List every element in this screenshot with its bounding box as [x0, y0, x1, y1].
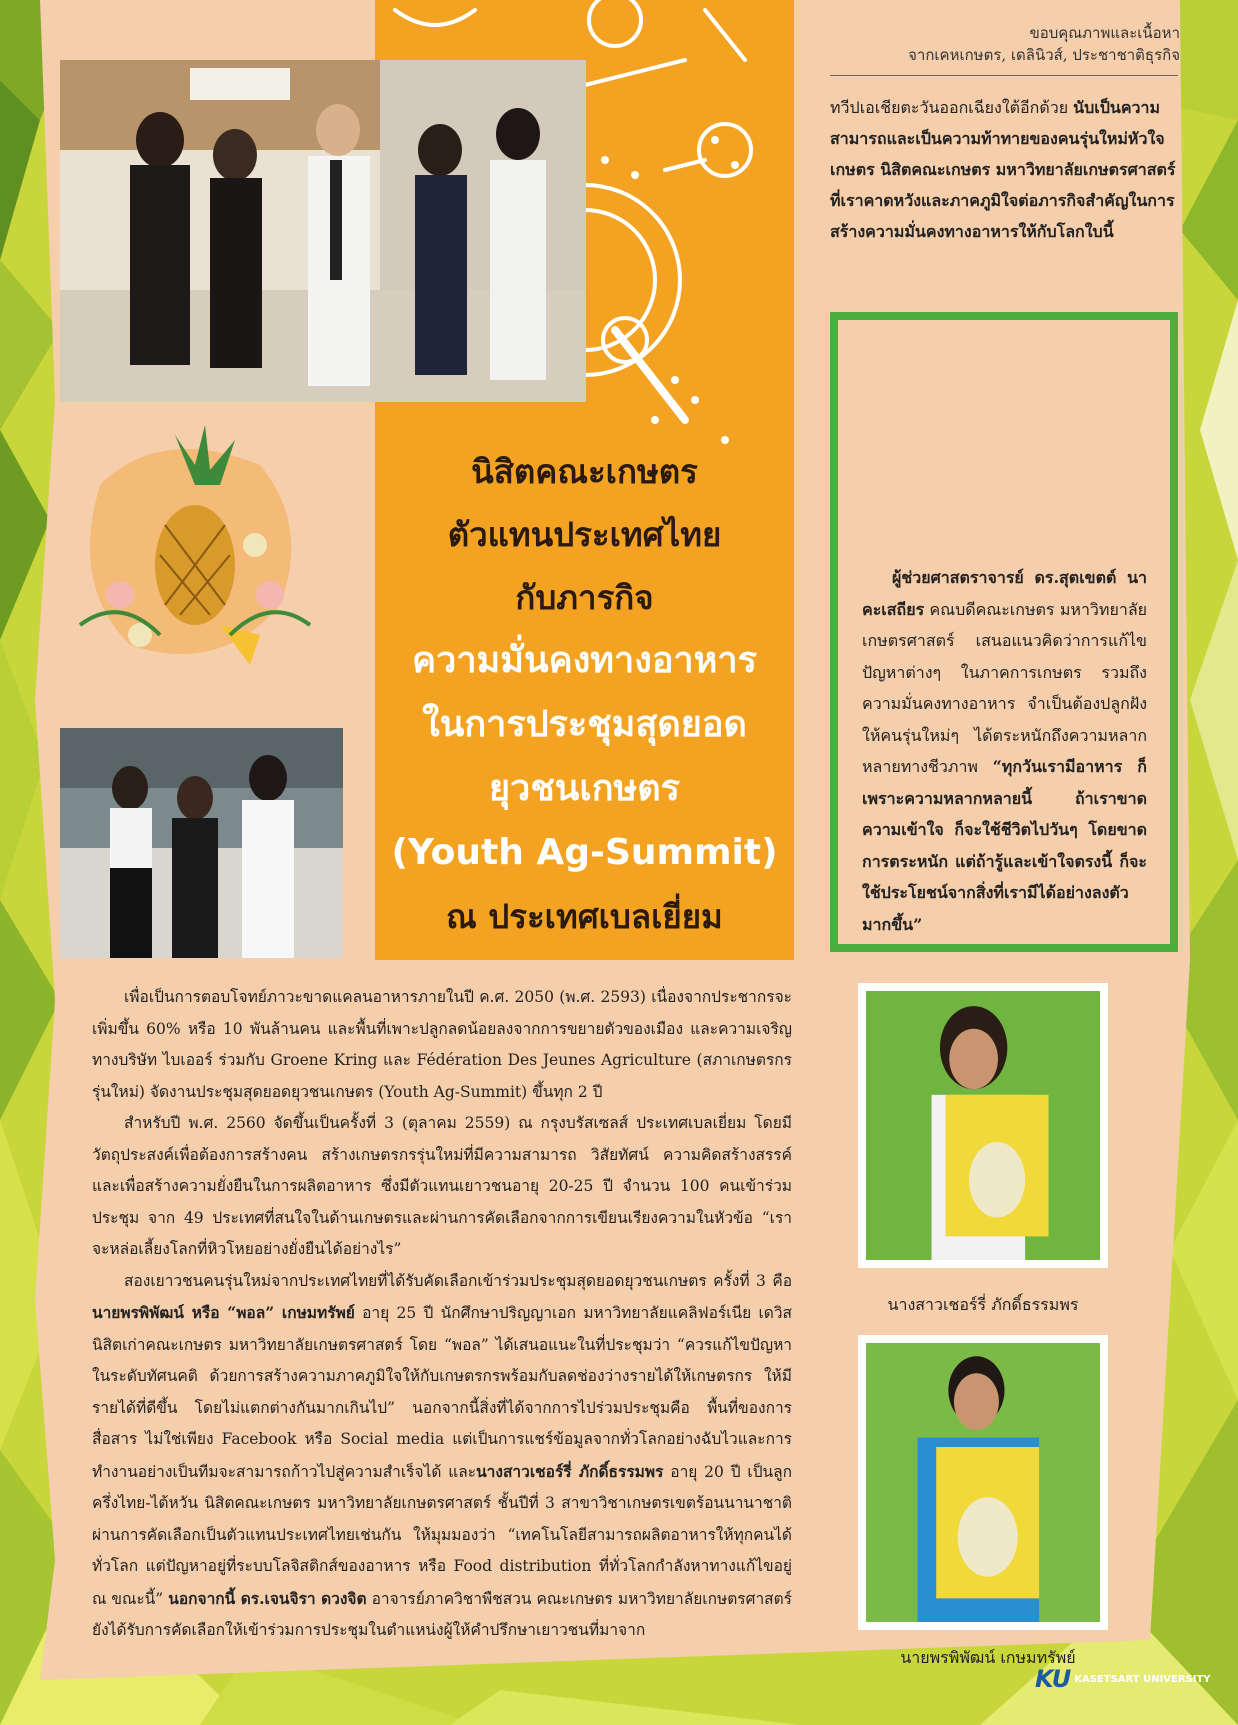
cherry-photo: [858, 983, 1108, 1268]
photo-credit: [820, 22, 1180, 66]
dean-quote: [862, 562, 1147, 940]
body-p3c: อายุ 25 ปี นักศึกษาปริญญาเอก มหาวิทยาลัยแคลิฟอร์เนีย เดวิส นิสิตเก่าคณะเกษตร มหาวิทยาลัยเกษตรศาสตร์ โดย “พอล” ได้เสนอแนะในที่ประชุมว่า “ควรแก้ไขปัญหาในระดับทัศนคติ ด้วยการสร้างความภาคภูมิใจให้กับเกษตรกรพร้อมกับลดช่องว่างรายได้ให้เกษตรกร ให้มีรายได้ที่ดีขึ้น โดยไม่แตกต่างกันมากเกินไป” นอกจากนี้สิ่งที่ได้จากการไปร่วมประชุมคือ พื้นที่ของการสื่อสาร ไม่ใช่เพียง Facebook หรือ Social media แต่เป็นการแชร์ข้อมูลจากทั่วโลกอย่างฉับไวและการทำงานอย่างเป็นทีมจะสามารถก้าวไปสู่ความสำเร็จได้ และ: [92, 1304, 793, 1481]
credit-line-1: ขอบคุณภาพและเนื้อหา: [1029, 24, 1180, 42]
body-p3f: นอกจากนี้ ดร.เจนจิรา ดวงจิต: [168, 1588, 367, 1608]
ku-mark: KU: [1035, 1665, 1071, 1693]
pornpipat-caption: นายพรพิพัฒน์ เกษมทรัพย์: [900, 1648, 1076, 1667]
ku-logo: [1035, 1665, 1211, 1693]
trio-photo: [60, 728, 343, 958]
article-headline: [375, 440, 794, 948]
article-body: [92, 982, 792, 1647]
body-p3b: นายพรพิพัฒน์ หรือ “พอล” เกษมทรัพย์: [92, 1303, 355, 1322]
body-p1-text: เพื่อเป็นการตอบโจทย์ภาวะขาดแคลนอาหารภายในปี ค.ศ. 2050 (พ.ศ. 2593) เนื่องจากประชากรจะเพิ่มขึ้น 60% หรือ 10 พันล้านคน และพื้นที่เพาะปลูกลดน้อยลงจากการขยายตัวของเมือง และความเจริญ ทางบริษัท ไบเออร์ ร่วมกับ Groene Kring และ Fédération Des Jeunes Agriculture (สภาเกษตรกรรุ่นใหม่) จัดงานประชุมสุดยอดยุวชนเกษตร (Youth Ag-Summit) ขึ้นทุก 2 ปี: [92, 988, 792, 1101]
body-p3e: อายุ 20 ปี เป็นลูกครึ่งไทย-ไต้หวัน นิสิตคณะเกษตร มหาวิทยาลัยเกษตรศาสตร์ ชั้นปีที่ 3 สาขาวิชาเกษตรเขตร้อนนานาชาติ ผ่านการคัดเลือกเป็นตัวแทนประเทศไทยเช่นกัน ให้มุมมองว่า “เทคโนโลยีสามารถผลิตอาหารให้ทุกคนได้ทั่วโลก แต่ปัญหาอยู่ที่ระบบโลจิสติกส์ของอาหาร หรือ Food distribution ที่ทั่วโลกกำลังหาทางแก้ไขอยู่ ณ ขณะนี้”: [92, 1462, 793, 1608]
body-paragraph-2: [92, 1108, 792, 1266]
cherry-caption: นางสาวเชอร์รี่ ภักดิ์ธรรมพร: [887, 1295, 1079, 1314]
body-p2-text: สำหรับปี พ.ศ. 2560 จัดขึ้นเป็นครั้งที่ 3 (ตุลาคม 2559) ณ กรุงบรัสเซลส์ ประเทศเบลเยี่ยม โดยมีวัตถุประสงค์เพื่อต้องการสร้างคน สร้างเกษตรกรรุ่นใหม่ที่มีความสามารถ วิสัยทัศน์ ความคิดสร้างสรรค์ และเพื่อสร้างความยั่งยืนในการผลิตอาหาร ซึ่งมีตัวแทนเยาวชนอายุ 20-25 ปี จำนวน 100 คนเข้าร่วมประชุม จาก 49 ประเทศที่สนใจในด้านเกษตรและผ่านการคัดเลือกจากการเขียนเรียงความในหัวข้อ “เราจะหล่อเลี้ยงโลกที่หิวโหยอย่างยั่งยืนได้อย่างไร”: [92, 1114, 792, 1258]
dean-name: ผู้ช่วยศาสตราจารย์ ดร.สุตเขตต์ นาคะเสถียร: [862, 568, 1147, 619]
headline-line-2: ตัวแทนประเทศไทย: [447, 515, 722, 554]
ku-name: KASETSART UNIVERSITY: [1074, 1673, 1211, 1685]
body-p3g: อาจารย์ภาควิชาพืชสวน คณะเกษตร มหาวิทยาลัยเกษตรศาสตร์ ยังได้รับการคัดเลือกให้เข้าร่วมการประชุมในตำแหน่งผู้ให้คำปรึกษาเยาวชนที่มาจาก: [92, 1589, 792, 1639]
headline-line-1: นิสิตคณะเกษตร: [471, 452, 698, 491]
credit-divider: [830, 75, 1178, 76]
body-paragraph-1: [92, 982, 792, 1108]
headline-line-5: ในการประชุมสุดยอด: [422, 704, 747, 745]
intro-normal: ทวีปเอเชียตะวันออกเฉียงใต้อีกด้วย: [830, 98, 1074, 117]
pineapple-illustration: [70, 425, 320, 675]
dean-quote-normal: คณบดีคณะเกษตร มหาวิทยาลัยเกษตรศาสตร์ เสนอแนวคิดว่าการแก้ไขปัญหาต่างๆ ในภาคการเกษตร รวมถึงความมั่นคงทางอาหาร จำเป็นต้องปลูกฝังให้คนรุ่นใหม่ๆ ได้ตระหนักถึงความหลากหลายทางชีวภาพ: [862, 599, 1147, 776]
credit-line-2: จากเคหเกษตร, เดลินิวส์, ประชาชาติธุรกิจ: [908, 46, 1180, 64]
group-photo: [60, 60, 586, 402]
dean-quote-bold: “ทุกวันเรามีอาหาร ก็เพราะความหลากหลายนี้ ถ้าเราขาดความเข้าใจ ก็จะใช้ชีวิตไปวันๆ โดยขาดการตระหนัก แต่ถ้ารู้และเข้าใจตรงนี้ ก็จะใช้ประโยชน์จากสิ่งที่เรามีได้อย่างลงตัวมากขึ้น”: [862, 757, 1147, 934]
body-paragraph-3: [92, 1266, 792, 1647]
pornpipat-photo: [858, 1335, 1108, 1630]
headline-line-8: ณ ประเทศเบลเยี่ยม: [446, 897, 723, 936]
body-p3a: สองเยาวชนคนรุ่นใหม่จากประเทศไทยที่ได้รับคัดเลือกเข้าร่วมประชุมสุดยอดยุวชนเกษตร ครั้งที่ 3 คือ: [124, 1271, 792, 1290]
intro-bold: นับเป็นความสามารถและเป็นความท้าทายของคนรุ่นใหม่หัวใจเกษตร นิสิตคณะเกษตร มหาวิทยาลัยเกษตรศาสตร์ ที่เราคาดหวังและภาคภูมิใจต่อภารกิจสำคัญในการสร้างความมั่นคงทางอาหารให้กับโลกใบนี้: [830, 98, 1176, 241]
headline-line-7: (Youth Ag-Summit): [391, 832, 778, 873]
headline-line-6: ยุวชนเกษตร: [489, 768, 680, 809]
headline-line-3: กับภารกิจ: [515, 578, 654, 617]
right-column-intro: [830, 92, 1180, 247]
headline-line-4: ความมั่นคงทางอาหาร: [412, 640, 757, 681]
body-p3d: นางสาวเชอร์รี่ ภักดิ์ธรรมพร: [476, 1461, 664, 1481]
